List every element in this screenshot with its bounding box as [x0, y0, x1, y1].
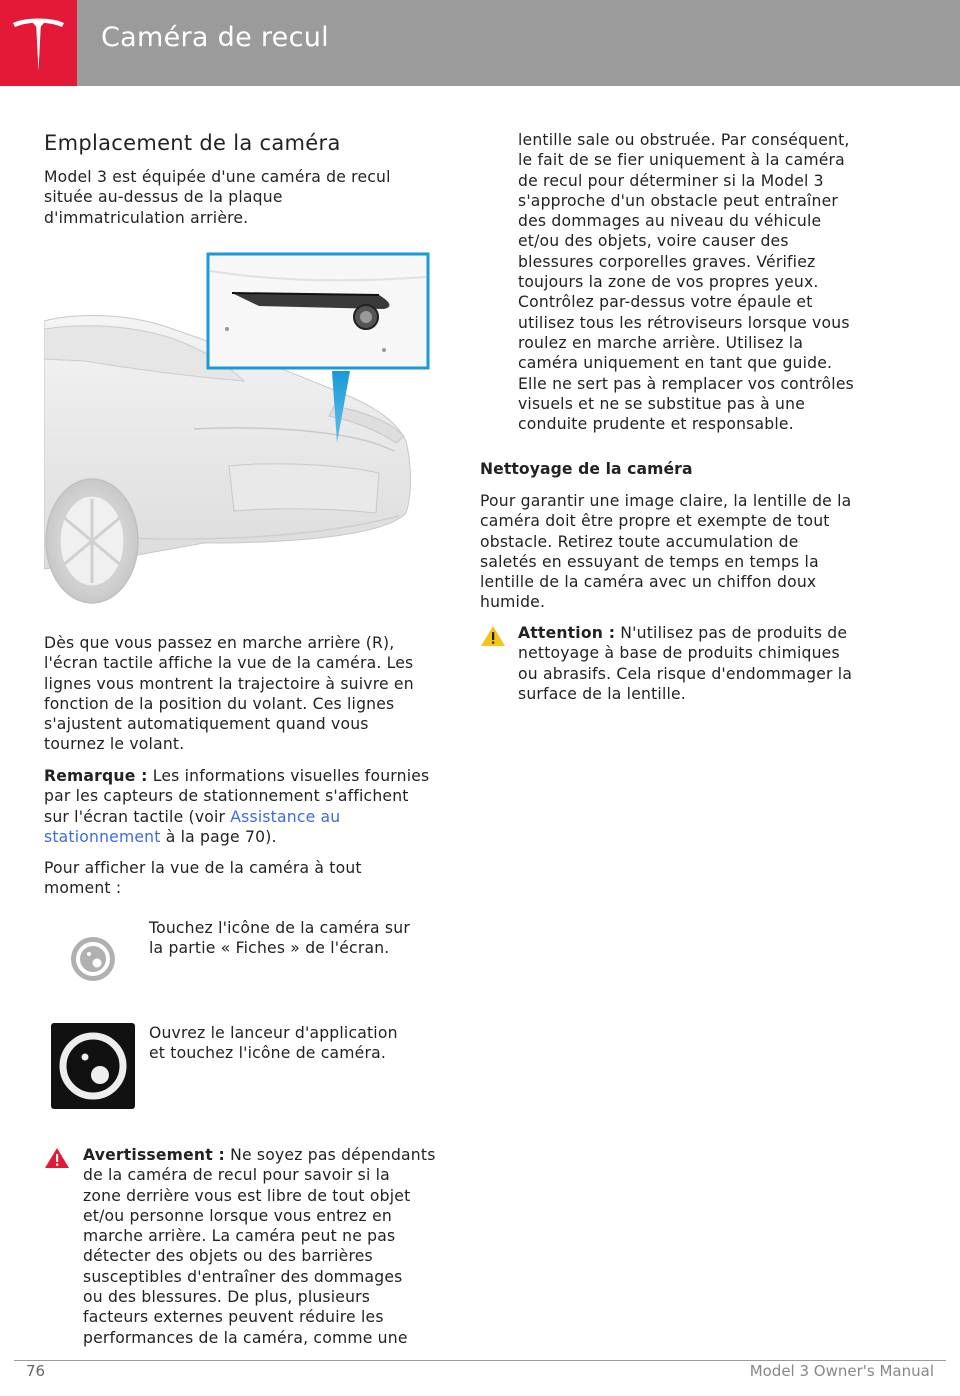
note-text: à la page 70).	[160, 827, 277, 846]
text-line: roulez en marche arrière. Utilisez la	[518, 333, 804, 352]
page-header	[0, 0, 960, 86]
note-text: sur l'écran tactile (voir	[44, 807, 231, 826]
text-line: et/ou des objets, voire causer des	[518, 232, 789, 251]
warning-label: Avertissement :	[83, 1146, 225, 1164]
text-line	[83, 1145, 443, 1165]
reverse-paragraph	[44, 633, 436, 755]
warning-icon	[44, 1147, 70, 1169]
parking-assist-link[interactable]: Assistance au	[230, 807, 341, 826]
text-line: utilisez tous les rétroviseurs lorsque vous	[518, 313, 850, 332]
text-line: saletés en essuyant de temps en temps la	[480, 552, 819, 571]
text-line: détecter des objets ou des barrières	[83, 1247, 373, 1266]
text-line: de la caméra de recul pour savoir si la	[83, 1166, 390, 1185]
text-line: facteurs externes peuvent réduire les	[83, 1308, 384, 1327]
text-line	[44, 827, 436, 847]
brand-block	[0, 0, 77, 86]
warning-block	[83, 1145, 443, 1348]
text-line: de recul pour déterminer si la Model 3	[518, 171, 824, 190]
text-line: caméra uniquement en tant que guide.	[518, 354, 833, 373]
text-line: des dommages au niveau du véhicule	[518, 212, 822, 231]
text-line: zone derrière vous est libre de tout objet	[83, 1186, 411, 1205]
text-line: marche arrière. La caméra peut ne pas	[83, 1227, 396, 1246]
text-line: ou abrasifs. Cela risque d'endommager la	[518, 664, 853, 683]
text-line: Dès que vous passez en marche arrière (R),	[44, 634, 395, 652]
text-line: par les capteurs de stationnement s'affichent	[44, 787, 409, 806]
section-heading-camera-location: Emplacement de la caméra	[44, 131, 341, 155]
text-line: Pour garantir une image claire, la lentille de la	[480, 492, 852, 510]
text-line: obstacle. Retirez toute accumulation de	[480, 532, 799, 551]
parking-assist-link-cont[interactable]: stationnement	[44, 827, 161, 846]
intro-paragraph	[44, 167, 436, 228]
text-line: s'ajustent automatiquement quand vous	[44, 715, 369, 734]
camera-card-icon	[69, 934, 117, 984]
text-line: Ouvrez le lanceur d'application	[149, 1024, 398, 1042]
text-line: lentille de la caméra avec un chiffon doux	[480, 573, 817, 592]
text-line: nettoyage à base de produits chimiques	[518, 644, 840, 663]
text-line	[44, 766, 436, 786]
text-line: Elle ne sert pas à remplacer vos contrôles	[518, 374, 854, 393]
text-line: visuels et ne se substitue pas à une	[518, 394, 805, 413]
note-text: Les informations visuelles fournies	[147, 767, 430, 785]
warning-continued	[518, 130, 898, 434]
text-line: humide.	[480, 593, 546, 612]
text-line	[518, 623, 898, 643]
camera-app-icon	[51, 1023, 135, 1109]
note-paragraph	[44, 766, 436, 847]
text-line: caméra doit être propre et exempte de tout	[480, 512, 830, 531]
text-line: située au-dessus de la plaque	[44, 188, 283, 207]
caution-text: N'utilisez pas de produits de	[615, 624, 848, 642]
warning-text: Ne soyez pas dépendants	[224, 1146, 436, 1164]
text-line: d'immatriculation arrière.	[44, 208, 249, 227]
text-line: et touchez l'icône de caméra.	[149, 1044, 386, 1063]
caution-block	[518, 623, 898, 704]
text-line: susceptibles d'entraîner des dommages	[83, 1267, 403, 1286]
text-line	[44, 807, 436, 827]
display-anytime-paragraph	[44, 858, 436, 899]
text-line: moment :	[44, 879, 122, 898]
text-line: surface de la lentille.	[518, 684, 686, 703]
text-line: lentille sale ou obstruée. Par conséquent,	[518, 131, 850, 149]
text-line: Model 3 est équipée d'une caméra de recul	[44, 168, 391, 186]
page-title: Caméra de recul	[101, 22, 329, 53]
caution-label: Attention :	[518, 624, 616, 642]
text-line: Pour afficher la vue de la caméra à tout	[44, 859, 362, 877]
page-number: 76	[26, 1362, 46, 1380]
caution-icon	[480, 625, 506, 647]
section-heading-camera-cleaning: Nettoyage de la caméra	[480, 460, 693, 478]
text-line: et/ou personne lorsque vous entrez en	[83, 1206, 392, 1225]
icon-row-cards-text	[149, 918, 434, 959]
icon-row-launcher-text	[149, 1023, 434, 1064]
text-line: Contrôlez par-dessus votre épaule et	[518, 293, 813, 312]
text-line: lignes vous montrent la trajectoire à suivre en	[44, 674, 414, 693]
text-line: Touchez l'icône de la caméra sur	[149, 919, 410, 937]
text-line: toujours la zone de vos propres yeux.	[518, 273, 819, 292]
text-line: fonction de la position du volant. Ces lignes	[44, 694, 395, 713]
tesla-logo-icon	[11, 14, 66, 72]
text-line: la partie « Fiches » de l'écran.	[149, 939, 390, 958]
text-line: performances de la caméra, comme une	[83, 1328, 408, 1347]
footer-divider	[14, 1360, 946, 1361]
rear-camera-location-illustration	[44, 251, 436, 607]
text-line: s'approche d'un obstacle peut entraîner	[518, 191, 839, 210]
note-label: Remarque :	[44, 767, 148, 785]
text-line: ou des blessures. De plus, plusieurs	[83, 1288, 371, 1307]
text-line: l'écran tactile affiche la vue de la caméra. Les	[44, 654, 414, 673]
manual-title: Model 3 Owner's Manual	[749, 1362, 934, 1380]
text-line: conduite prudente et responsable.	[518, 415, 794, 434]
text-line: tournez le volant.	[44, 735, 185, 754]
cleaning-paragraph	[480, 491, 880, 613]
text-line: blessures corporelles graves. Vérifiez	[518, 252, 816, 271]
text-line: le fait de se fier uniquement à la caméra	[518, 151, 845, 170]
